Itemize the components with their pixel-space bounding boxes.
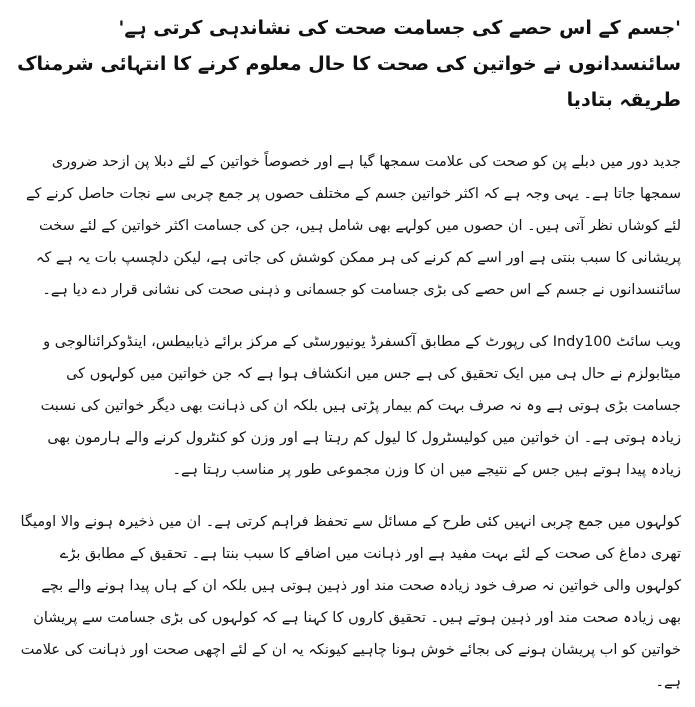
article-paragraph-2: ویب سائٹ Indy100 کی رپورٹ کے مطابق آکسفرڈ یونیورسٹی کے مرکز برائے ذیابیطس، اینڈوکرائنالوجی و میٹابولزم نے حال ہی میں ایک تحقیق کی ہے جس میں انکشاف ہوا ہے کہ جن خواتین میں کولہوں کی جسامت بڑی ہوتی ہے وہ نہ صرف بہت کم بیمار پڑتی ہیں بلکہ ان کی ذہانت بھی دیگر خواتین کی نسبت زیادہ ہوتی ہے۔ ان خواتین میں کولیسٹرول کا لیول کم رہتا ہے اور وزن کو کنٹرول کرنے والے ہارمون بھی زیادہ پیدا ہوتے ہیں جس کے نتیجے میں ان کا وزن مجموعی طور پر مناسب رہتا ہے۔ bbox=[40, 334, 681, 478]
article-paragraph-1: جدید دور میں دبلے پن کو صحت کی علامت سمجھا گیا ہے اور خصوصاً خواتین کے لئے دبلا پن ازحد ضروری سمجھا جاتا ہے۔ یہی وجہ ہے کہ اکثر خواتین جسم کے مختلف حصوں پر جمع چربی سے نجات حاصل کرنے کے لئے کوشاں نظر آتی ہیں۔ ان حصوں میں کولہے بھی شامل ہیں، جن کی جسامت اکثر خواتین کے لئے سخت پریشانی کا سبب بنتی ہے اور اسے کم کرنے کی ہر ممکن کوشش کی جاتی ہے، لیکن دلچسپ بات یہ ہے کہ سائنسدانوں نے جسم کے اس حصے کی بڑی جسامت کو جسمانی و ذہنی صحت کی نشانی قرار دے دیا ہے۔ bbox=[26, 154, 681, 298]
article-paragraph-3: کولہوں میں جمع چربی انہیں کئی طرح کے مسائل سے تحفظ فراہم کرتی ہے۔ ان میں ذخیرہ ہونے والا اومیگا تھری دماغ کی صحت کے لئے بہت مفید ہے اور ذہانت میں اضافے کا سبب بنتا ہے۔ تحقیق کے مطابق بڑے کولہوں والی خواتین نہ صرف خود زیادہ صحت مند اور ذہین ہوتی ہیں بلکہ ان کے ہاں پیدا ہونے والے بچے بھی زیادہ صحت مند اور ذہین ہوتے ہیں۔ تحقیق کاروں کا کہنا ہے کہ کولہوں کی بڑی جسامت سے پریشان خواتین کو اب پریشان ہونے کی بجائے خوش ہونا چاہیے کیونکہ یہ ان کے لئے اچھی صحت اور ذہانت کی علامت ہے۔ bbox=[20, 514, 681, 690]
article-headline: 'جسم کے اس حصے کی جسامت صحت کی نشاندہی کرتی ہے' سائنسدانوں نے خواتین کی صحت کا حال معلوم کرنے کا انتہائی شرمناک طریقہ بتادیا bbox=[17, 17, 681, 111]
